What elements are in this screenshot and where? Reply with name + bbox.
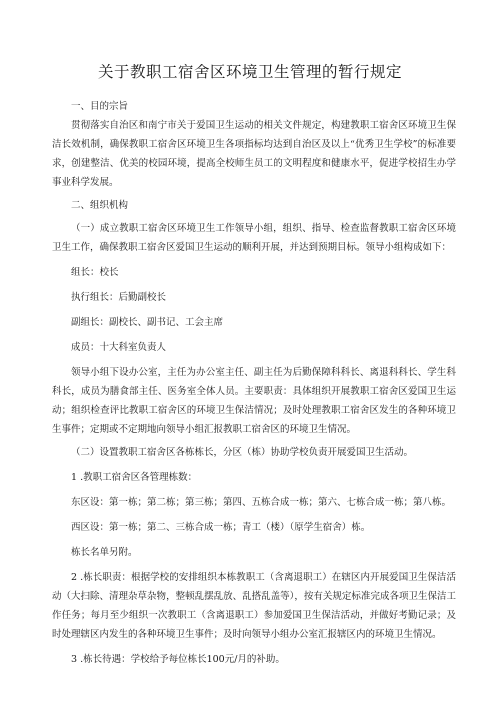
section-heading-purpose: 一、目的宗旨 [71, 101, 129, 112]
document-title: 关于教职工宿舍区环境卫生管理的暂行规定 [97, 63, 402, 81]
paragraph-deputy-leader: 副组长：副校长、副书记、工会主席 [71, 317, 224, 328]
paragraph-east-zone: 东区设：第一栋；第二栋；第三栋；第四、五栋合成一栋；第六、七栋合成一栋；第八栋。 [71, 497, 452, 508]
paragraph-west-zone: 西区设：第一栋；第二、三栋合成一栋；青工（楼）（原学生宿舍）栋。 [71, 522, 371, 533]
section-heading-organization: 二、组织机构 [71, 200, 129, 211]
paragraph-executive-leader: 执行组长：后勤副校长 [71, 292, 167, 303]
list-item-building-count: 1 .教职工宿舍区各管理栋数： [71, 472, 198, 483]
list-item-building-head-duties: 2 .栋长职责：根据学校的安排组织本栋教职工（含离退职工）在辖区内开展爱国卫生保洁活动（大扫除、清理杂草杂物，整顿乱摆乱放、乱搭乱盖等），按有关规定标准完成各项卫生保洁工作任务；每月至少组织一次教职工（含离退职工）参加爱国卫生保洁活动，并做好考勤记录；及时处理辖区内发生的各种环境卫生事件；及时向领导小组办公室汇报辖区内的环境卫生情况。 [52, 572, 456, 640]
document-body [52, 97, 456, 669]
paragraph-building-heads: （二）设置教职工宿舍区各栋栋长，分区（栋）协助学校负责开展爱国卫生活动。 [71, 447, 414, 458]
paragraph-name-list-note: 栋长名单另附。 [71, 547, 138, 558]
list-item-building-head-allowance: 3 .栋长待遇：学校给予每位栋长100元/月的补助。 [71, 654, 285, 665]
paragraph-group-leader: 组长：校长 [71, 267, 119, 278]
paragraph-members: 成员：十大科室负责人 [71, 342, 167, 353]
paragraph-office-duties: 领导小组下设办公室，主任为办公室主任、副主任为后勤保障科科长、离退科科长、学生科科长，成员为膳食部主任、医务室全体人员。主要职责：具体组织开展教职工宿舍区爱国卫生运动；组织检查评比教职工宿舍区的环境卫生保洁情况；及时处理教职工宿舍区发生的各种环境卫生事件；定期或不定期地向领导小组汇报教职工宿舍区的环境卫生情况。 [52, 367, 456, 435]
paragraph-leading-group: （一）成立教职工宿舍区环境卫生工作领导小组，组织、指导、检查监督教职工宿舍区环境卫生工作，确保教职工宿舍区爱国卫生运动的顺利开展，并达到预期目标。领导小组构成如下： [52, 223, 456, 253]
paragraph-purpose: 贯彻落实自治区和南宁市关于爱国卫生运动的相关文件规定，构建教职工宿舍区环境卫生保洁长效机制，确保教职工宿舍区环境卫生各项指标均达到自治区及以上“优秀卫生学校”的标准要求，创建整洁、优美的校园环境，提高全校师生员工的文明程度和健康水平，促进学校招生办学事业科学发展。 [52, 120, 456, 188]
